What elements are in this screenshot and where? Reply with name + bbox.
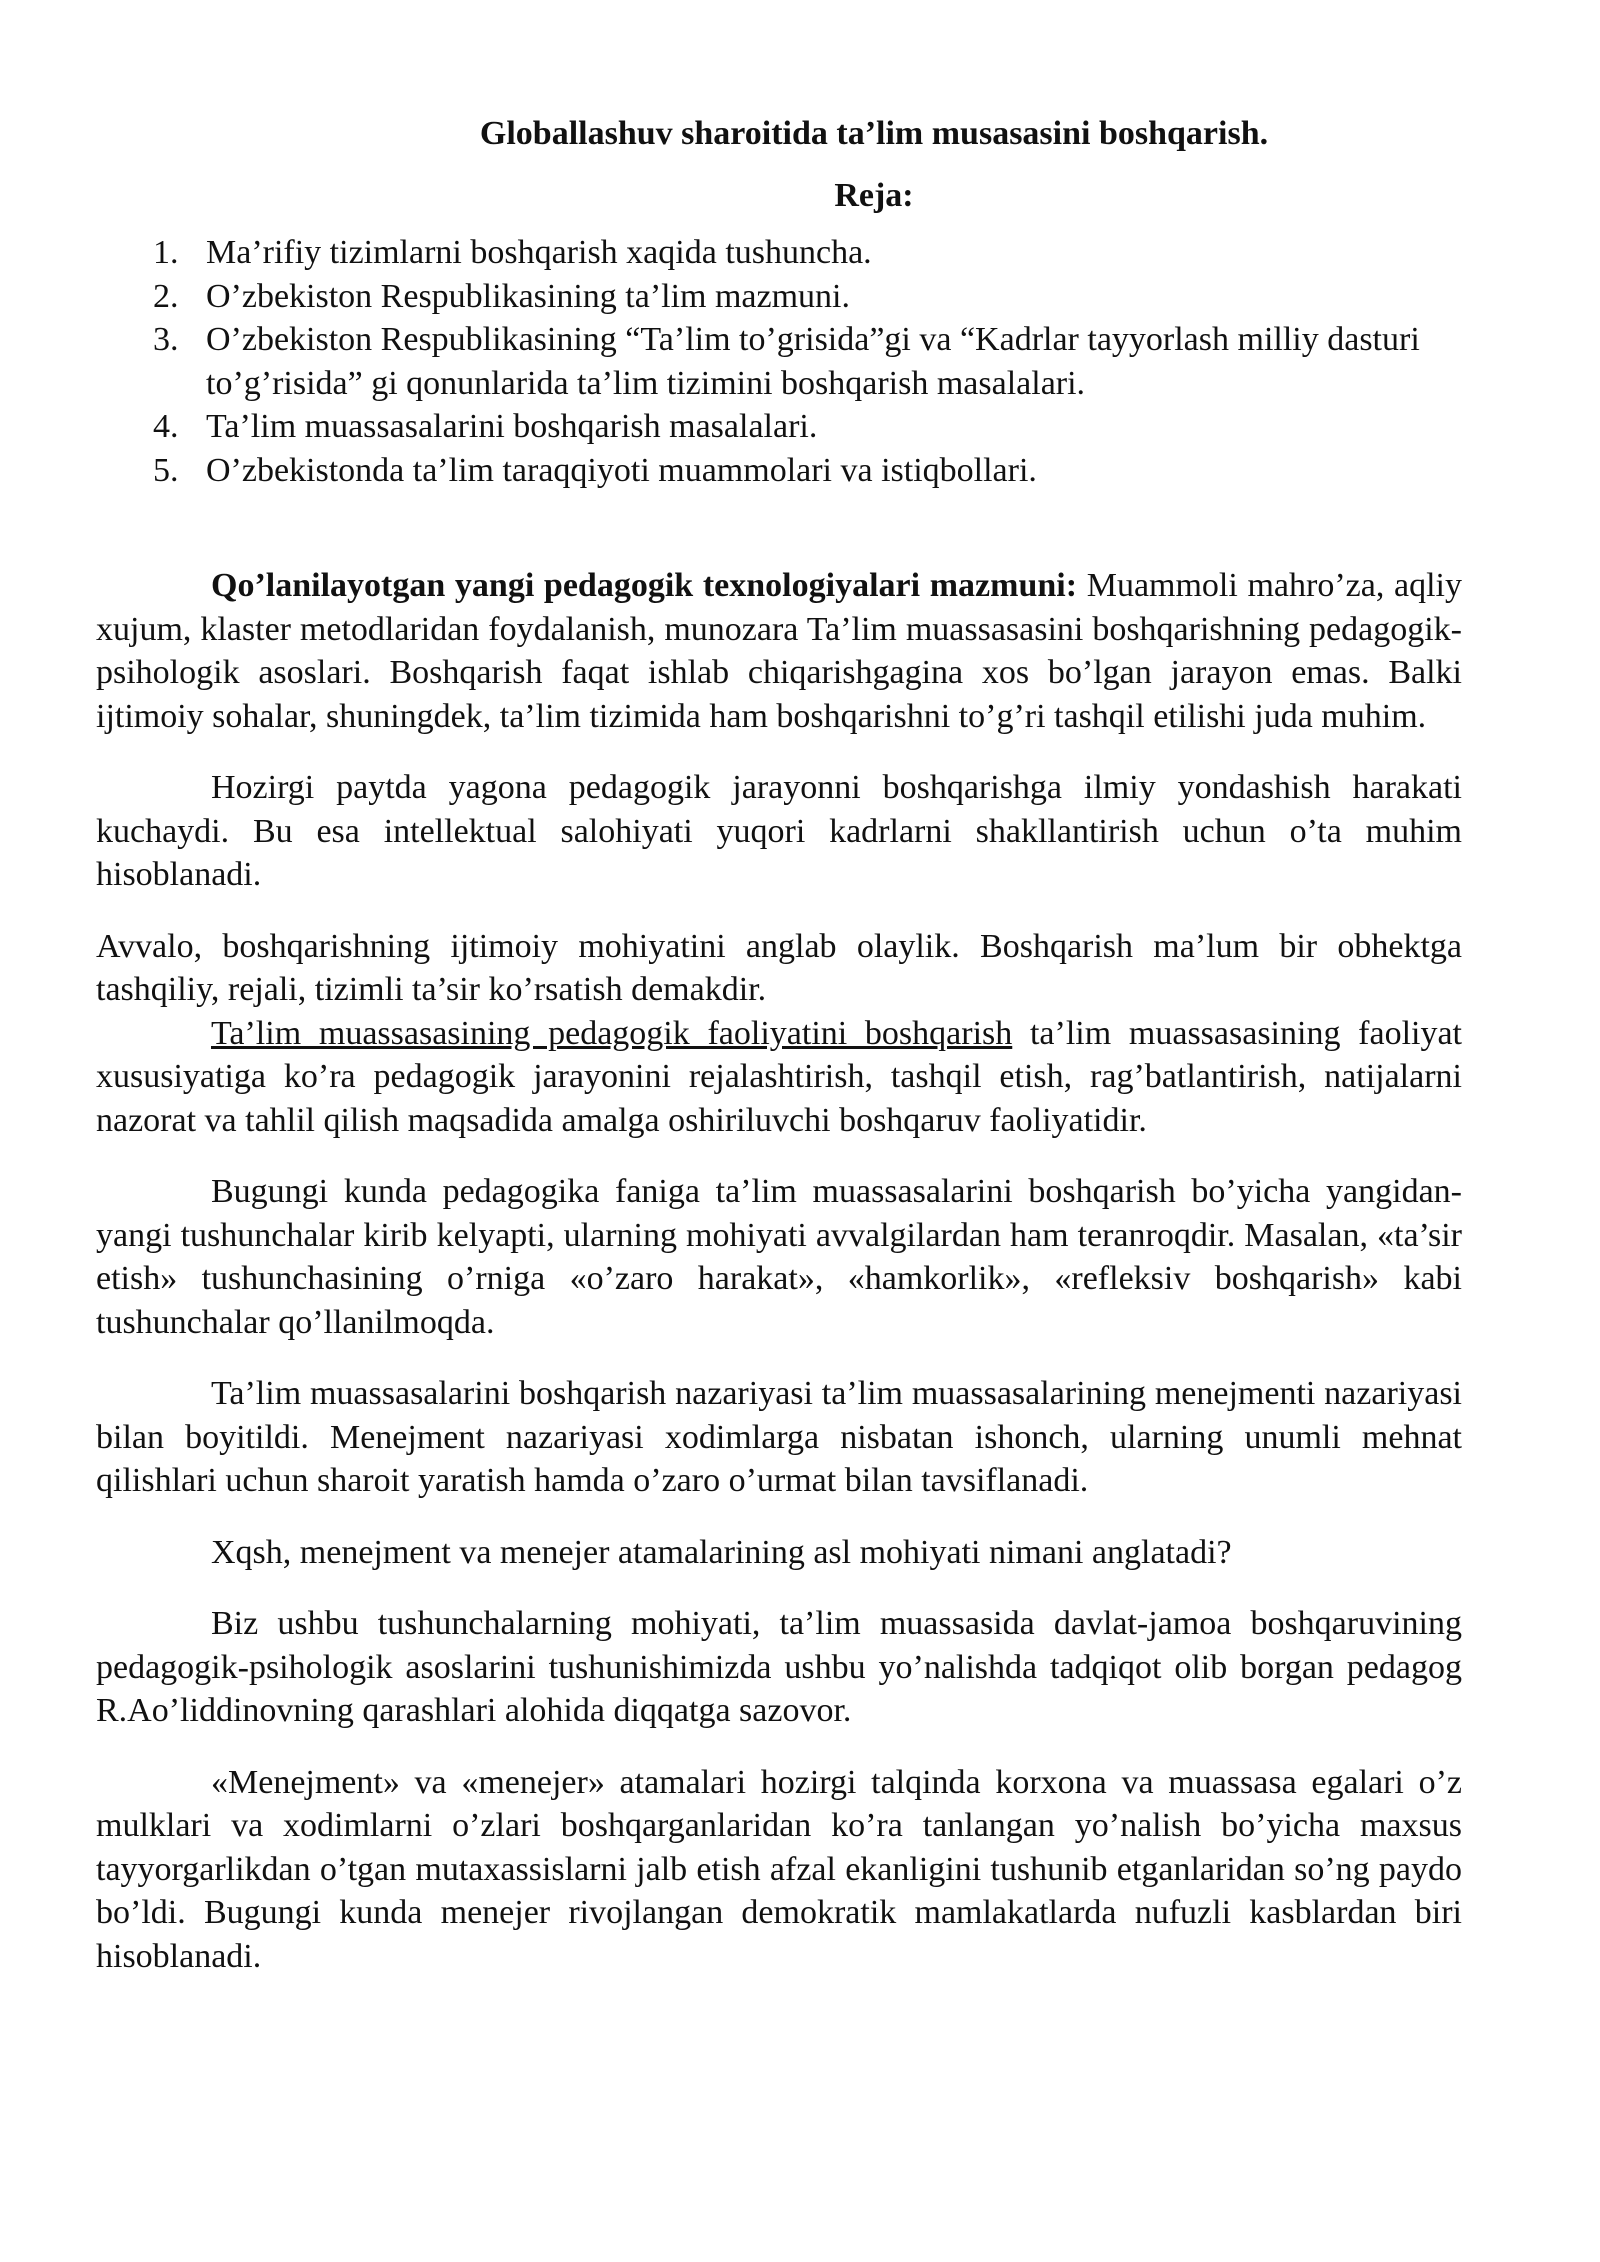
plan-item-text: Ta’lim muassasalarini boshqarish masalalari. bbox=[206, 408, 818, 445]
paragraph-lead-underlined: Ta’lim muassasasining pedagogik faoliyatini boshqarish bbox=[211, 1014, 1013, 1052]
document-page bbox=[96, 112, 1462, 1978]
paragraph-research: Biz ushbu tushunchalarning mohiyati, ta’lim muassasida davlat-jamoa boshqaruvining pedagogik-psihologik asoslarini tushunishimizda ushbu yo’nalishda tadqiqot olib borgan pedagog R.Ao’liddinovning qarashlari alohida diqqatga sazovor. bbox=[96, 1605, 1462, 1729]
plan-item-text: O’zbekiston Respublikasining ta’lim mazmuni. bbox=[206, 277, 851, 315]
paragraph-body: ta’lim muassasasining faoliyat xususiyatiga ko’ra pedagogik jarayonini rejalashtirish, tashqil etish, rag’batlantirish, natijalarni nazorat va tahlil qilish maqsadida amalga oshiriluvchi boshqaruv faoliyatidir. bbox=[96, 1014, 1463, 1139]
plan-item-text: O’zbekistonda ta’lim taraqqiyoti muammolari va istiqbollari. bbox=[206, 451, 1037, 489]
plan-item-number: 3. bbox=[153, 321, 179, 358]
plan-item-text: O’zbekiston Respublikasining “Ta’lim to’grisida”gi va “Kadrlar tayyorlash milliy dasturi to’g’risida” gi qonunlarida ta’lim tizimini boshqarish masalalari. bbox=[206, 321, 1420, 402]
paragraph-definition bbox=[96, 1012, 1462, 1143]
paragraph-management-theory: Ta’lim muassasalarini boshqarish nazariyasi ta’lim muassasalarining menejmenti nazariyasi bilan boyitildi. Menejment nazariyasi xodimlarga nisbatan ishonch, ularning unumli mehnat qilishlari uchun sharoit yaratish hamda o’zaro o’urmat bilan tavsiflanadi. bbox=[96, 1375, 1462, 1499]
plan-item-5 bbox=[96, 449, 1462, 493]
plan-heading: Reja: bbox=[834, 176, 914, 214]
paragraph-technologies bbox=[96, 564, 1462, 738]
plan-item-4 bbox=[96, 405, 1462, 449]
paragraph-social-essence: Avvalo, boshqarishning ijtimoiy mohiyatini anglab olaylik. Boshqarish ma’lum bir obhektga tashqiliy, rejali, tizimli ta’sir ko’rsatish demakdir. bbox=[96, 927, 1462, 1008]
plan-item-1 bbox=[96, 231, 1462, 275]
paragraph-question: Xqsh, menejment va menejer atamalarining asl mohiyati nimani anglatadi? bbox=[211, 1533, 1232, 1571]
plan-item-number: 4. bbox=[153, 408, 179, 445]
plan-item-text: Ma’rifiy tizimlarni boshqarish xaqida tushuncha. bbox=[206, 234, 872, 271]
plan-item-number: 5. bbox=[153, 451, 179, 489]
plan-item-2 bbox=[96, 275, 1462, 319]
paragraph-lead-bold: Qo’lanilayotgan yangi pedagogik texnologiyalari mazmuni: bbox=[211, 567, 1078, 604]
paragraph-terms-origin: «Menejment» va «menejer» atamalari hozirgi talqinda korxona va muassasa egalari o’z mulklari va xodimlarni o’zlari boshqarganlaridan ko’ra tanlangan yo’nalish bo’yicha maxsus tayyorgarlikdan o’tgan mutaxassislarni jalb etish afzal ekanligini tushunib etganlaridan so’ng paydo bo’ldi. Bugungi kunda menejer rivojlangan demokratik mamlakatlarda nufuzli kasblardan biri hisoblanadi. bbox=[96, 1763, 1462, 1975]
plan-item-number: 1. bbox=[153, 234, 179, 271]
paragraph-current-approach: Hozirgi paytda yagona pedagogik jarayonni boshqarishga ilmiy yondashish harakati kuchaydi. Bu esa intellektual salohiyati yuqori kadrlarni shakllantirish uchun o’ta muhim hisoblanadi. bbox=[96, 769, 1462, 893]
paragraph-body: Muammoli mahro’za, aqliy xujum, klaster metodlaridan foydalanish, munozara Ta’lim muassasasini boshqarishning pedagogik- psihologik asoslari. Boshqarish faqat ishlab chiqarishgagina xos bo’lgan jarayon emas. Balki ijtimoiy sohalar, shuningdek, ta’lim tizimida ham boshqarishni to’g’ri tashqil etilishi juda muhim. bbox=[96, 567, 1462, 735]
plan-item-3 bbox=[96, 318, 1462, 405]
paragraph-new-concepts: Bugungi kunda pedagogika faniga ta’lim muassasalarini boshqarish bo’yicha yangidan-yangi tushunchalar kirib kelyapti, ularning mohiyati avvalgilardan ham teranroqdir. Masalan, «ta’sir etish» tushunchasining o’rniga «o’zaro harakat», «hamkorlik», «refleksiv boshqarish» kabi tushunchalar qo’llanilmoqda. bbox=[96, 1173, 1462, 1341]
plan-item-number: 2. bbox=[153, 277, 179, 315]
plan-list bbox=[96, 231, 1462, 492]
document-title: Globallashuv sharoitida ta’lim musasasini boshqarish. bbox=[479, 115, 1269, 152]
